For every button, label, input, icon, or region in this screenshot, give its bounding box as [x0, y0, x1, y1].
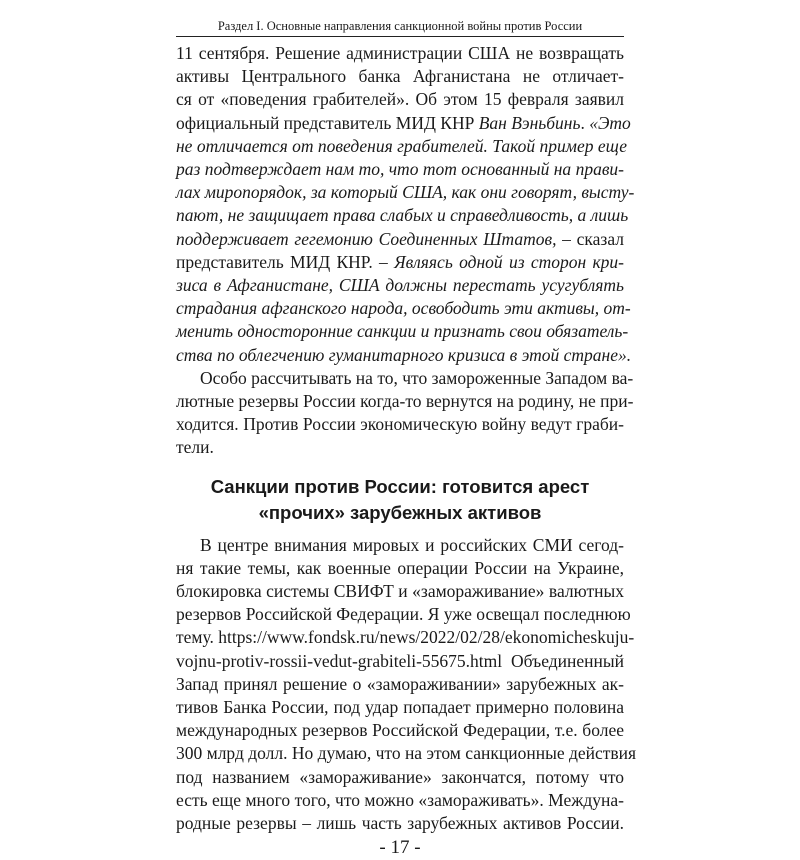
- quote-text: лах миропорядок, за который США, как они говорят, высту-: [176, 182, 635, 203]
- text-line: ходится. Против России экономическую войну ведут граби-: [176, 414, 624, 435]
- text-line: активы Центрального банка Афганистана не отличает-: [176, 66, 624, 87]
- quote-text: зиса в Афганистане, США должны перестать усугублять: [176, 275, 624, 295]
- text-line: vojnu-protiv-rossii-vedut-grabiteli-55675.html Объединенный: [176, 650, 624, 671]
- quote-start: «Это: [589, 112, 631, 133]
- text-line: [176, 250, 624, 274]
- speaker-name: Ван Вэньбинь: [478, 112, 581, 133]
- text-line: [176, 203, 629, 227]
- section-heading-line-2: «прочих» зарубежных активов: [258, 501, 542, 523]
- text-line: 11 сентября. Решение администрации США не возвращать: [176, 43, 624, 63]
- text-line: [176, 111, 631, 135]
- text-line: [176, 134, 628, 158]
- text-line: [176, 180, 635, 204]
- text-line: [176, 296, 631, 320]
- text-line: В центре внимания мировых и российских СМИ сегод-: [200, 534, 624, 555]
- text-line: тему. https://www.fondsk.ru/news/2022/02/28/ekonomicheskuju-: [176, 627, 635, 648]
- text-line: есть еще много того, что можно «замораживать». Междуна-: [176, 789, 624, 810]
- header-rule: [176, 36, 624, 37]
- text-line: ня такие темы, как военные операции России на Украине,: [176, 557, 624, 578]
- text-span: представитель МИД КНР. –: [176, 251, 395, 272]
- text-span: – сказал: [556, 228, 624, 249]
- text-line: блокировка системы СВИФТ и «замораживание» валютных: [176, 581, 624, 601]
- text-line: 300 млрд долл. Но думаю, что на этом санкционные действия: [176, 743, 637, 764]
- text-line: родные резервы – лишь часть зарубежных активов России.: [176, 813, 624, 833]
- text-line: [176, 157, 624, 181]
- running-head: Раздел I. Основные направления санкционной войны против России: [217, 19, 583, 33]
- text-line: международных резервов Российской Федерации, т.е. более: [176, 720, 624, 741]
- text-span: официальный представитель МИД КНР: [176, 112, 479, 133]
- quote-text: раз подтверждает нам то, что тот основанный на прави-: [176, 159, 624, 179]
- quote-text: страдания афганского народа, освободить эти активы, от-: [176, 298, 631, 319]
- text-line: тивов Банка России, под удар попадает примерно половина: [176, 697, 624, 717]
- text-line: [176, 343, 632, 367]
- quote-text: поддерживает гегемонию Соединенных Штатов,: [176, 228, 557, 249]
- text-line: лютные резервы России когда-то вернутся на родину, не при-: [176, 391, 634, 411]
- section-heading-line-1: Санкции против России: готовится арест: [210, 475, 590, 497]
- quote-text: не отличается от поведения грабителей. Такой пример еще: [176, 135, 628, 156]
- text-line: Особо рассчитывать на то, что замороженные Западом ва-: [200, 367, 634, 388]
- text-line: Запад принял решение о «замораживании» зарубежных ак-: [176, 673, 624, 694]
- text-line: тели.: [176, 437, 214, 458]
- text-line: [176, 319, 629, 343]
- quote-text: пают, не защищает права слабых и справедливость, а лишь: [176, 205, 629, 226]
- text-line: резервов Российской Федерации. Я уже освещал последнюю: [176, 604, 631, 625]
- text-line: [176, 273, 624, 297]
- text-line: под названием «замораживание» закончатся, потому что: [176, 766, 624, 787]
- quote-text: ства по облегчению гуманитарного кризиса в этой стране».: [176, 344, 632, 365]
- page-number: - 17 -: [379, 837, 421, 859]
- text-line: [176, 227, 624, 251]
- quote-text: менить односторонние санкции и признать свои обязатель-: [176, 321, 629, 342]
- quote-text: Являясь одной из сторон кри-: [394, 251, 624, 272]
- text-span: .: [580, 112, 590, 133]
- text-line: ся от «поведения грабителей». Об этом 15 февраля заявил: [176, 89, 624, 110]
